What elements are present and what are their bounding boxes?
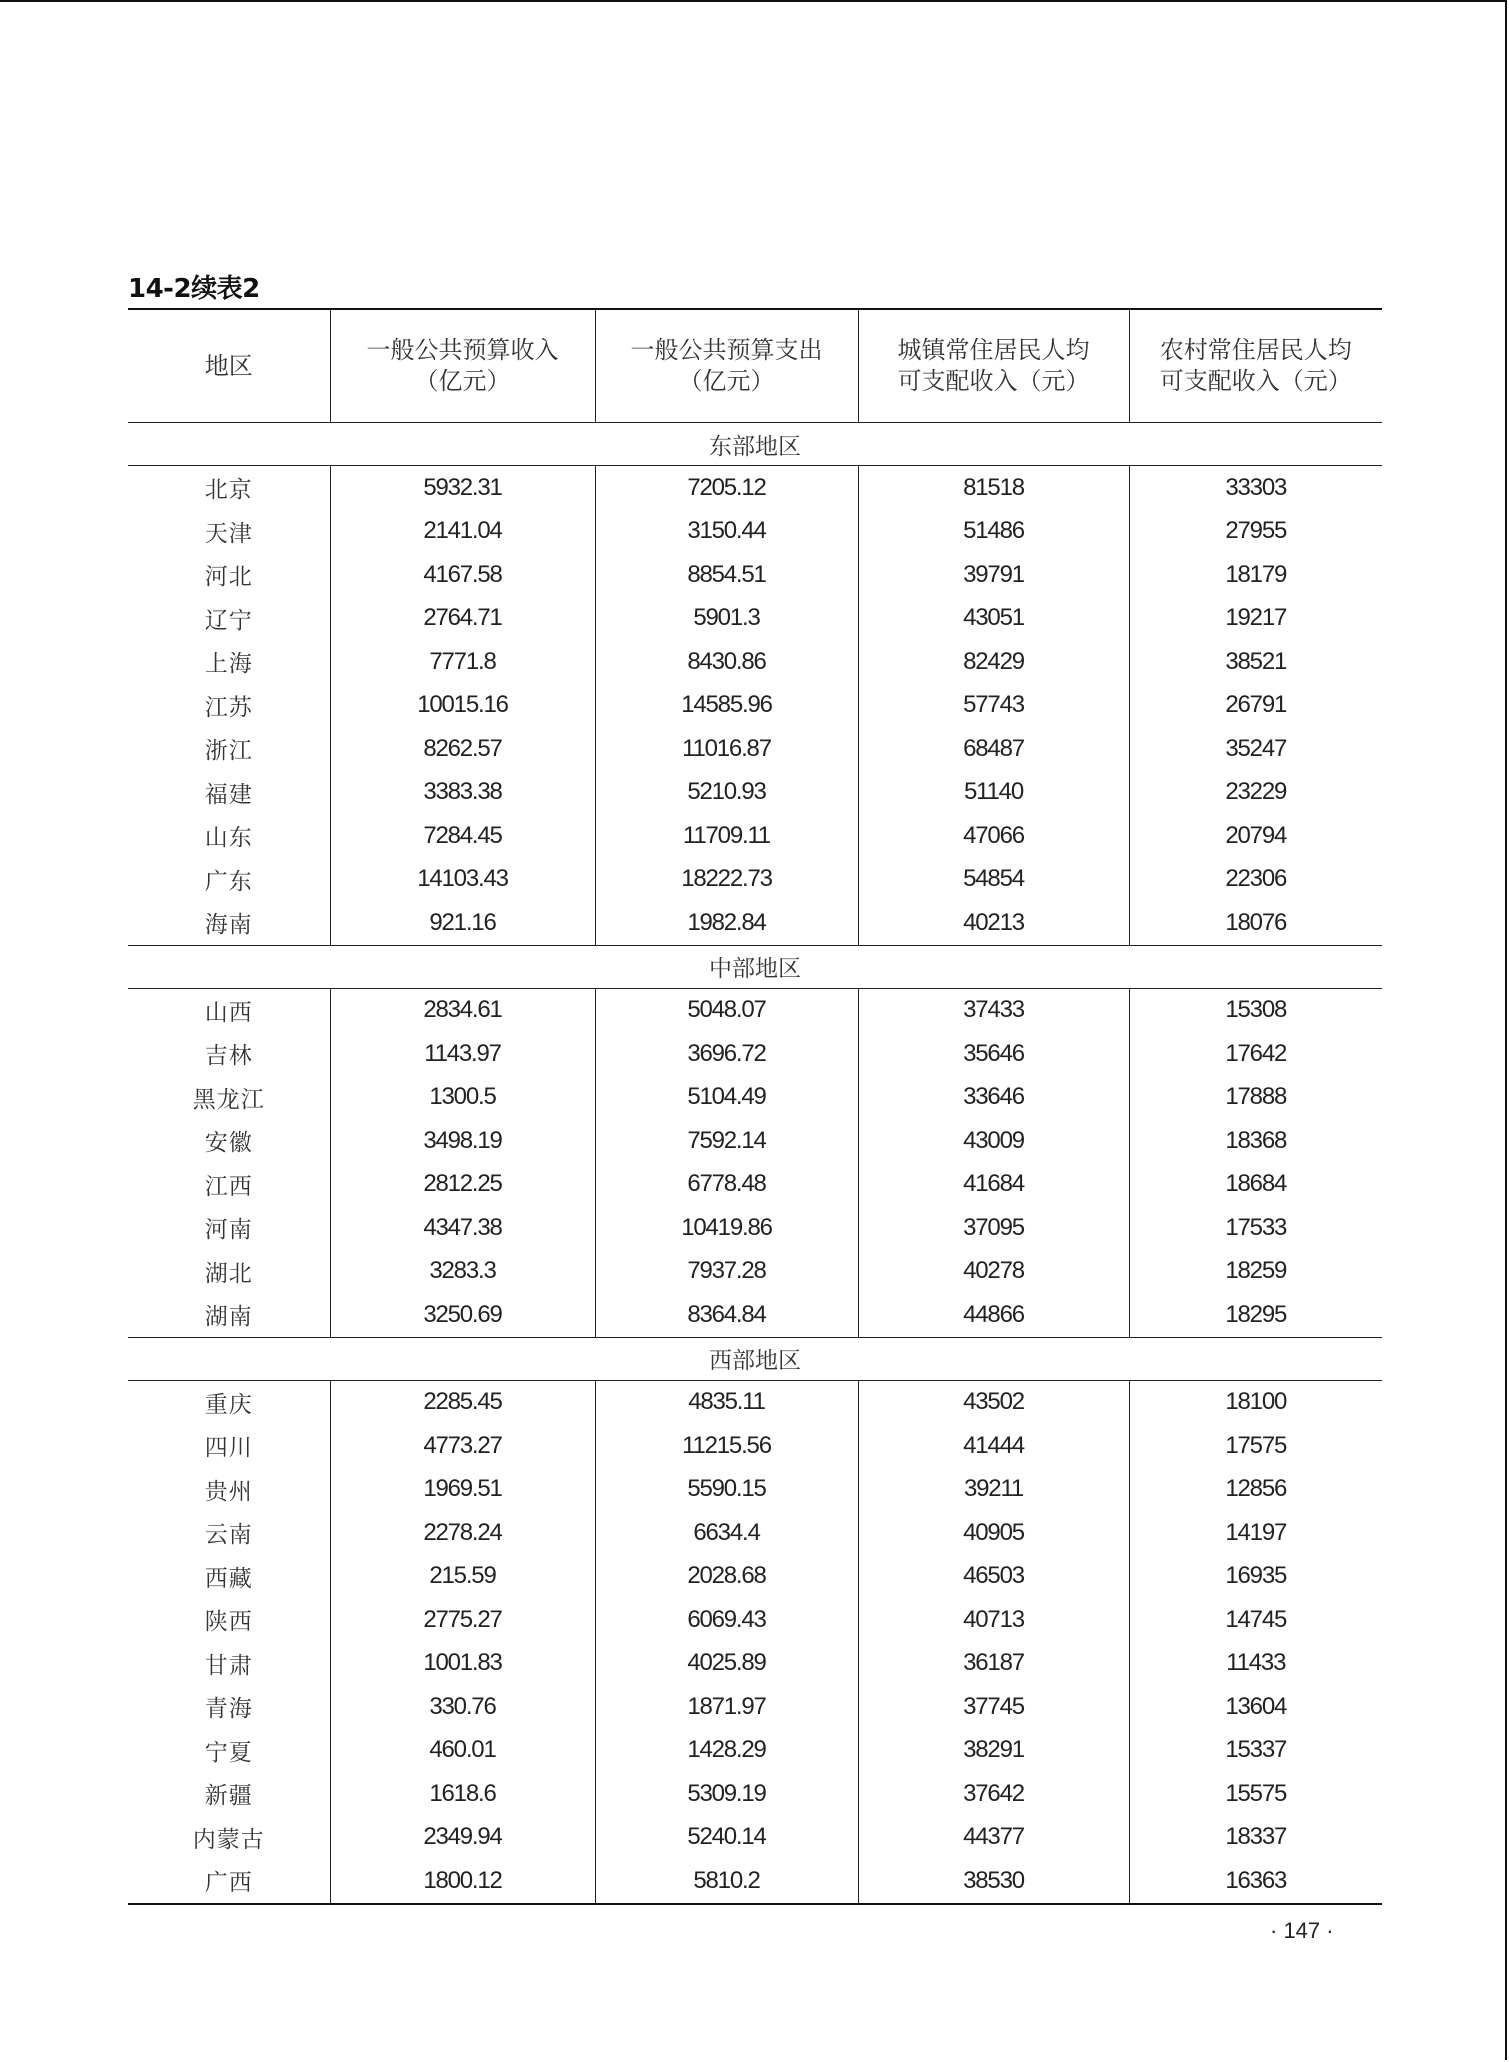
table-row <box>128 510 1382 554</box>
region-cell: 上海 <box>204 651 253 678</box>
value-cell: 921.16 <box>330 901 595 945</box>
table-row <box>128 1163 1382 1207</box>
value-cell: 35646 <box>858 1032 1129 1076</box>
column-header-line: 城镇常住居民人均 <box>897 336 1090 364</box>
value-cell: 10015.16 <box>330 684 595 728</box>
value-cell: 11709.11 <box>595 814 858 858</box>
value-cell: 11433 <box>1129 1642 1382 1686</box>
region-cell: 西藏 <box>204 1565 253 1592</box>
column-header <box>1129 309 1382 423</box>
section-title: 中部地区 <box>128 945 1382 988</box>
table-row <box>128 771 1382 815</box>
value-cell: 3498.19 <box>330 1119 595 1163</box>
value-cell: 37745 <box>858 1685 1129 1729</box>
table-row <box>128 1685 1382 1729</box>
value-cell: 43502 <box>858 1380 1129 1424</box>
value-cell: 14103.43 <box>330 858 595 902</box>
value-cell: 7592.14 <box>595 1119 858 1163</box>
table-row <box>128 1729 1382 1773</box>
value-cell: 1143.97 <box>330 1032 595 1076</box>
region-cell: 湖北 <box>204 1260 253 1287</box>
table-row <box>128 1511 1382 1555</box>
value-cell: 44377 <box>858 1816 1129 1860</box>
value-cell: 5810.2 <box>595 1859 858 1904</box>
value-cell: 5210.93 <box>595 771 858 815</box>
value-cell: 12856 <box>1129 1468 1382 1512</box>
region-cell: 山西 <box>204 999 253 1026</box>
value-cell: 16935 <box>1129 1555 1382 1599</box>
value-cell: 41444 <box>858 1424 1129 1468</box>
value-cell: 10419.86 <box>595 1206 858 1250</box>
value-cell: 2764.71 <box>330 597 595 641</box>
region-cell: 吉林 <box>204 1043 253 1070</box>
value-cell: 3696.72 <box>595 1032 858 1076</box>
value-cell: 11016.87 <box>595 727 858 771</box>
value-cell: 18259 <box>1129 1250 1382 1294</box>
value-cell: 3283.3 <box>330 1250 595 1294</box>
table-row <box>128 1076 1382 1120</box>
value-cell: 43009 <box>858 1119 1129 1163</box>
value-cell: 40905 <box>858 1511 1129 1555</box>
value-cell: 51486 <box>858 510 1129 554</box>
region-cell: 天津 <box>204 520 253 547</box>
value-cell: 22306 <box>1129 858 1382 902</box>
column-header-line: 一般公共预算收入 <box>366 336 559 364</box>
value-cell: 43051 <box>858 597 1129 641</box>
value-cell: 15308 <box>1129 988 1382 1032</box>
column-header-line: 地区 <box>204 351 253 380</box>
section-title: 西部地区 <box>128 1337 1382 1380</box>
value-cell: 14585.96 <box>595 684 858 728</box>
region-cell: 湖南 <box>204 1304 253 1331</box>
value-cell: 11215.56 <box>595 1424 858 1468</box>
region-cell: 贵州 <box>204 1478 253 1505</box>
value-cell: 23229 <box>1129 771 1382 815</box>
value-cell: 18295 <box>1129 1293 1382 1337</box>
value-cell: 3383.38 <box>330 771 595 815</box>
value-cell: 40278 <box>858 1250 1129 1294</box>
value-cell: 1001.83 <box>330 1642 595 1686</box>
value-cell: 2775.27 <box>330 1598 595 1642</box>
value-cell: 8430.86 <box>595 640 858 684</box>
value-cell: 37095 <box>858 1206 1129 1250</box>
column-header-line: （亿元） <box>678 367 775 395</box>
value-cell: 2278.24 <box>330 1511 595 1555</box>
value-cell: 1428.29 <box>595 1729 858 1773</box>
table-row <box>128 858 1382 902</box>
value-cell: 6778.48 <box>595 1163 858 1207</box>
table-row <box>128 1555 1382 1599</box>
column-header <box>595 309 858 423</box>
column-header-line: 可支配收入（元） <box>1159 367 1352 395</box>
value-cell: 18684 <box>1129 1163 1382 1207</box>
table-row <box>128 814 1382 858</box>
table-row <box>128 1250 1382 1294</box>
table-row <box>128 553 1382 597</box>
region-cell: 内蒙古 <box>192 1826 265 1853</box>
value-cell: 5932.31 <box>330 466 595 510</box>
value-cell: 44866 <box>858 1293 1129 1337</box>
value-cell: 19217 <box>1129 597 1382 641</box>
value-cell: 7284.45 <box>330 814 595 858</box>
value-cell: 2812.25 <box>330 1163 595 1207</box>
value-cell: 1618.6 <box>330 1772 595 1816</box>
value-cell: 46503 <box>858 1555 1129 1599</box>
table-row <box>128 1772 1382 1816</box>
value-cell: 40213 <box>858 901 1129 945</box>
value-cell: 7205.12 <box>595 466 858 510</box>
value-cell: 2141.04 <box>330 510 595 554</box>
value-cell: 15575 <box>1129 1772 1382 1816</box>
value-cell: 3150.44 <box>595 510 858 554</box>
value-cell: 81518 <box>858 466 1129 510</box>
table-row <box>128 988 1382 1032</box>
value-cell: 16363 <box>1129 1859 1382 1904</box>
value-cell: 18368 <box>1129 1119 1382 1163</box>
value-cell: 5590.15 <box>595 1468 858 1512</box>
table-caption: 14-2续表2 <box>128 274 260 304</box>
value-cell: 4167.58 <box>330 553 595 597</box>
region-cell: 重庆 <box>204 1391 253 1418</box>
table-row <box>128 684 1382 728</box>
table-row <box>128 1816 1382 1860</box>
value-cell: 4773.27 <box>330 1424 595 1468</box>
value-cell: 18179 <box>1129 553 1382 597</box>
value-cell: 37433 <box>858 988 1129 1032</box>
region-cell: 青海 <box>204 1696 253 1723</box>
table-header <box>128 309 1382 423</box>
value-cell: 82429 <box>858 640 1129 684</box>
region-cell: 河南 <box>204 1217 253 1244</box>
value-cell: 2834.61 <box>330 988 595 1032</box>
value-cell: 6069.43 <box>595 1598 858 1642</box>
value-cell: 38291 <box>858 1729 1129 1773</box>
value-cell: 57743 <box>858 684 1129 728</box>
column-header <box>858 309 1129 423</box>
value-cell: 330.76 <box>330 1685 595 1729</box>
value-cell: 20794 <box>1129 814 1382 858</box>
region-cell: 江苏 <box>204 694 253 721</box>
region-cell: 北京 <box>204 477 253 504</box>
region-cell: 黑龙江 <box>192 1086 265 1113</box>
value-cell: 38530 <box>858 1859 1129 1904</box>
value-cell: 51140 <box>858 771 1129 815</box>
value-cell: 1300.5 <box>330 1076 595 1120</box>
region-cell: 云南 <box>204 1522 253 1549</box>
table-row <box>128 466 1382 510</box>
value-cell: 17533 <box>1129 1206 1382 1250</box>
table-row <box>128 1206 1382 1250</box>
value-cell: 18076 <box>1129 901 1382 945</box>
table-row <box>128 1642 1382 1686</box>
value-cell: 18337 <box>1129 1816 1382 1860</box>
value-cell: 18100 <box>1129 1380 1382 1424</box>
value-cell: 41684 <box>858 1163 1129 1207</box>
table-row <box>128 1598 1382 1642</box>
value-cell: 4347.38 <box>330 1206 595 1250</box>
value-cell: 460.01 <box>330 1729 595 1773</box>
region-cell: 福建 <box>204 781 253 808</box>
column-header-line: 可支配收入（元） <box>897 367 1090 395</box>
region-cell: 海南 <box>204 912 253 939</box>
value-cell: 47066 <box>858 814 1129 858</box>
table-row <box>128 1032 1382 1076</box>
value-cell: 17575 <box>1129 1424 1382 1468</box>
value-cell: 27955 <box>1129 510 1382 554</box>
value-cell: 6634.4 <box>595 1511 858 1555</box>
value-cell: 33646 <box>858 1076 1129 1120</box>
data-table <box>128 308 1382 1905</box>
value-cell: 39211 <box>858 1468 1129 1512</box>
value-cell: 54854 <box>858 858 1129 902</box>
table-row <box>128 1468 1382 1512</box>
value-cell: 17642 <box>1129 1032 1382 1076</box>
region-cell: 广东 <box>204 868 253 895</box>
value-cell: 33303 <box>1129 466 1382 510</box>
section-row <box>128 945 1382 988</box>
table-row <box>128 1380 1382 1424</box>
section-row <box>128 423 1382 466</box>
value-cell: 3250.69 <box>330 1293 595 1337</box>
value-cell: 14197 <box>1129 1511 1382 1555</box>
value-cell: 2285.45 <box>330 1380 595 1424</box>
value-cell: 1982.84 <box>595 901 858 945</box>
region-cell: 安徽 <box>204 1130 253 1157</box>
value-cell: 2028.68 <box>595 1555 858 1599</box>
value-cell: 2349.94 <box>330 1816 595 1860</box>
value-cell: 39791 <box>858 553 1129 597</box>
value-cell: 5240.14 <box>595 1816 858 1860</box>
table-row <box>128 597 1382 641</box>
value-cell: 7937.28 <box>595 1250 858 1294</box>
value-cell: 5901.3 <box>595 597 858 641</box>
region-cell: 江西 <box>204 1173 253 1200</box>
section-title: 东部地区 <box>128 423 1382 466</box>
region-cell: 浙江 <box>204 738 253 765</box>
value-cell: 37642 <box>858 1772 1129 1816</box>
value-cell: 1969.51 <box>330 1468 595 1512</box>
column-header-line: （亿元） <box>414 367 511 395</box>
region-cell: 陕西 <box>204 1609 253 1636</box>
page-number: · 147 · <box>1270 1918 1334 1943</box>
value-cell: 40713 <box>858 1598 1129 1642</box>
region-cell: 山东 <box>204 825 253 852</box>
column-header-line: 一般公共预算支出 <box>630 336 823 364</box>
table-row <box>128 640 1382 684</box>
value-cell: 4835.11 <box>595 1380 858 1424</box>
value-cell: 26791 <box>1129 684 1382 728</box>
table-body <box>128 423 1382 1904</box>
value-cell: 13604 <box>1129 1685 1382 1729</box>
value-cell: 35247 <box>1129 727 1382 771</box>
region-cell: 新疆 <box>204 1783 253 1810</box>
value-cell: 8262.57 <box>330 727 595 771</box>
value-cell: 4025.89 <box>595 1642 858 1686</box>
value-cell: 17888 <box>1129 1076 1382 1120</box>
value-cell: 5048.07 <box>595 988 858 1032</box>
table-row <box>128 1859 1382 1904</box>
value-cell: 215.59 <box>330 1555 595 1599</box>
region-cell: 四川 <box>204 1435 253 1462</box>
column-header <box>330 309 595 423</box>
value-cell: 36187 <box>858 1642 1129 1686</box>
value-cell: 1800.12 <box>330 1859 595 1904</box>
value-cell: 1871.97 <box>595 1685 858 1729</box>
value-cell: 15337 <box>1129 1729 1382 1773</box>
table-row <box>128 1119 1382 1163</box>
value-cell: 5309.19 <box>595 1772 858 1816</box>
value-cell: 38521 <box>1129 640 1382 684</box>
column-header <box>128 309 330 423</box>
table-row <box>128 727 1382 771</box>
region-cell: 甘肃 <box>204 1652 253 1679</box>
value-cell: 68487 <box>858 727 1129 771</box>
region-cell: 广西 <box>128 1859 330 1904</box>
section-row <box>128 1337 1382 1380</box>
value-cell: 8854.51 <box>595 553 858 597</box>
table-row <box>128 901 1382 945</box>
region-cell: 宁夏 <box>204 1739 253 1766</box>
table-row <box>128 1293 1382 1337</box>
region-cell: 河北 <box>204 564 253 591</box>
value-cell: 7771.8 <box>330 640 595 684</box>
value-cell: 18222.73 <box>595 858 858 902</box>
value-cell: 8364.84 <box>595 1293 858 1337</box>
value-cell: 5104.49 <box>595 1076 858 1120</box>
value-cell: 14745 <box>1129 1598 1382 1642</box>
table-row <box>128 1424 1382 1468</box>
column-header-line: 农村常住居民人均 <box>1159 336 1352 364</box>
region-cell: 辽宁 <box>204 607 253 634</box>
